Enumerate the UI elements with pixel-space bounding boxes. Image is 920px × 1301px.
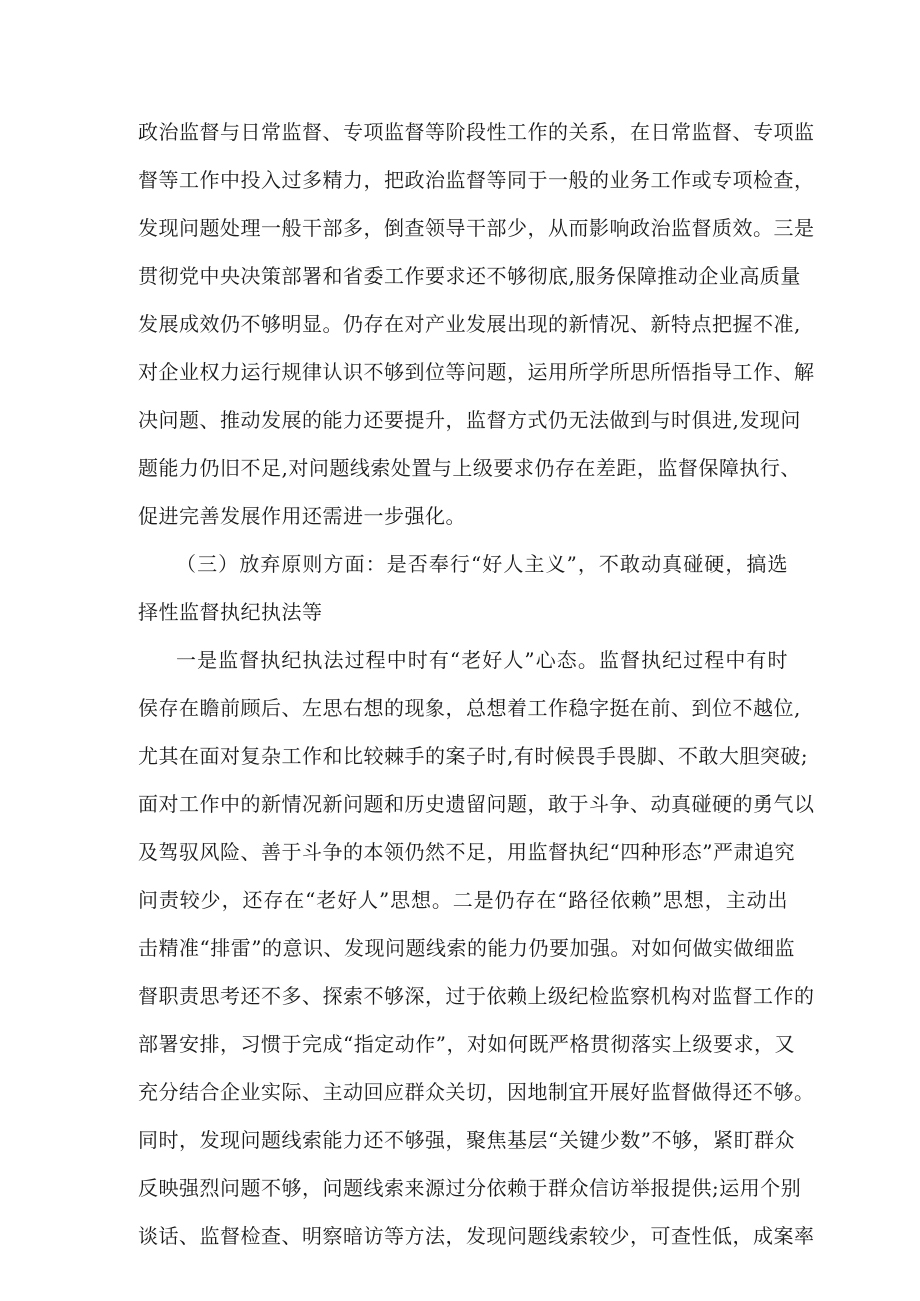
text-line: 督等工作中投入过多精力，把政治监督等同于一般的业务工作或专项检查， <box>138 168 815 192</box>
text-line: 谈话、监督检查、明察暗访等方法，发现问题线索较少，可查性低，成案率 <box>138 1224 815 1248</box>
text-line: 发展成效仍不够明显。仍存在对产业发展出现的新情况、新特点把握不准, <box>138 312 801 336</box>
text-line: 同时，发现问题线索能力还不够强，聚焦基层“关键少数”不够，紧盯群众 <box>138 1128 795 1152</box>
text-line: 发现问题处理一般干部多，倒查领导干部少，从而影响政治监督质效。三是 <box>138 216 815 240</box>
text-line: 一是监督执纪执法过程中时有“老好人”心态。监督执纪过程中有时 <box>176 648 788 672</box>
text-line: 反映强烈问题不够，问题线索来源过分依赖于群众信访举报提供;运用个别 <box>138 1176 802 1200</box>
text-line: 对企业权力运行规律认识不够到位等问题，运用所学所思所悟指导工作、解 <box>138 360 815 384</box>
text-line: 尤其在面对复杂工作和比较棘手的案子时,有时候畏手畏脚、不敢大胆突破; <box>138 744 809 768</box>
text-line: 促进完善发展作用还需进一步强化。 <box>138 504 466 528</box>
text-line: 充分结合企业实际、主动回应群众关切，因地制宜开展好监督做得还不够。 <box>138 1080 815 1104</box>
text-line: 政治监督与日常监督、专项监督等阶段性工作的关系，在日常监督、专项监 <box>138 120 815 144</box>
heading-line: （三）放弃原则方面：是否奉行“好人主义”，不敢动真碰硬，搞选 <box>176 552 788 576</box>
text-line: 贯彻党中央决策部署和省委工作要求还不够彻底,服务保障推动企业高质量 <box>138 264 801 288</box>
heading-line: 择性监督执纪执法等 <box>138 600 323 624</box>
text-line: 督职责思考还不多、探索不够深，过于依赖上级纪检监察机构对监督工作的 <box>138 984 815 1008</box>
text-line: 面对工作中的新情况新问题和历史遗留问题，敢于斗争、动真碰硬的勇气以 <box>138 792 815 816</box>
text-line: 题能力仍旧不足,对问题线索处置与上级要求仍存在差距，监督保障执行、 <box>138 456 801 480</box>
text-line: 及驾驭风险、善于斗争的本领仍然不足，用监督执纪“四种形态”严肃追究 <box>138 840 795 864</box>
text-line: 问责较少，还存在“老好人”思想。二是仍存在“路径依赖”思想，主动出 <box>138 888 788 912</box>
text-line: 决问题、推动发展的能力还要提升，监督方式仍无法做到与时俱进,发现问 <box>138 408 801 432</box>
text-line: 击精准“排雷”的意识、发现问题线索的能力仍要加强。对如何做实做细监 <box>138 936 795 960</box>
text-line: 部署安排，习惯于完成“指定动作”，对如何既严格贯彻落实上级要求，又 <box>138 1032 795 1056</box>
text-line: 侯存在瞻前顾后、左思右想的现象，总想着工作稳字挺在前、到位不越位, <box>138 696 801 720</box>
